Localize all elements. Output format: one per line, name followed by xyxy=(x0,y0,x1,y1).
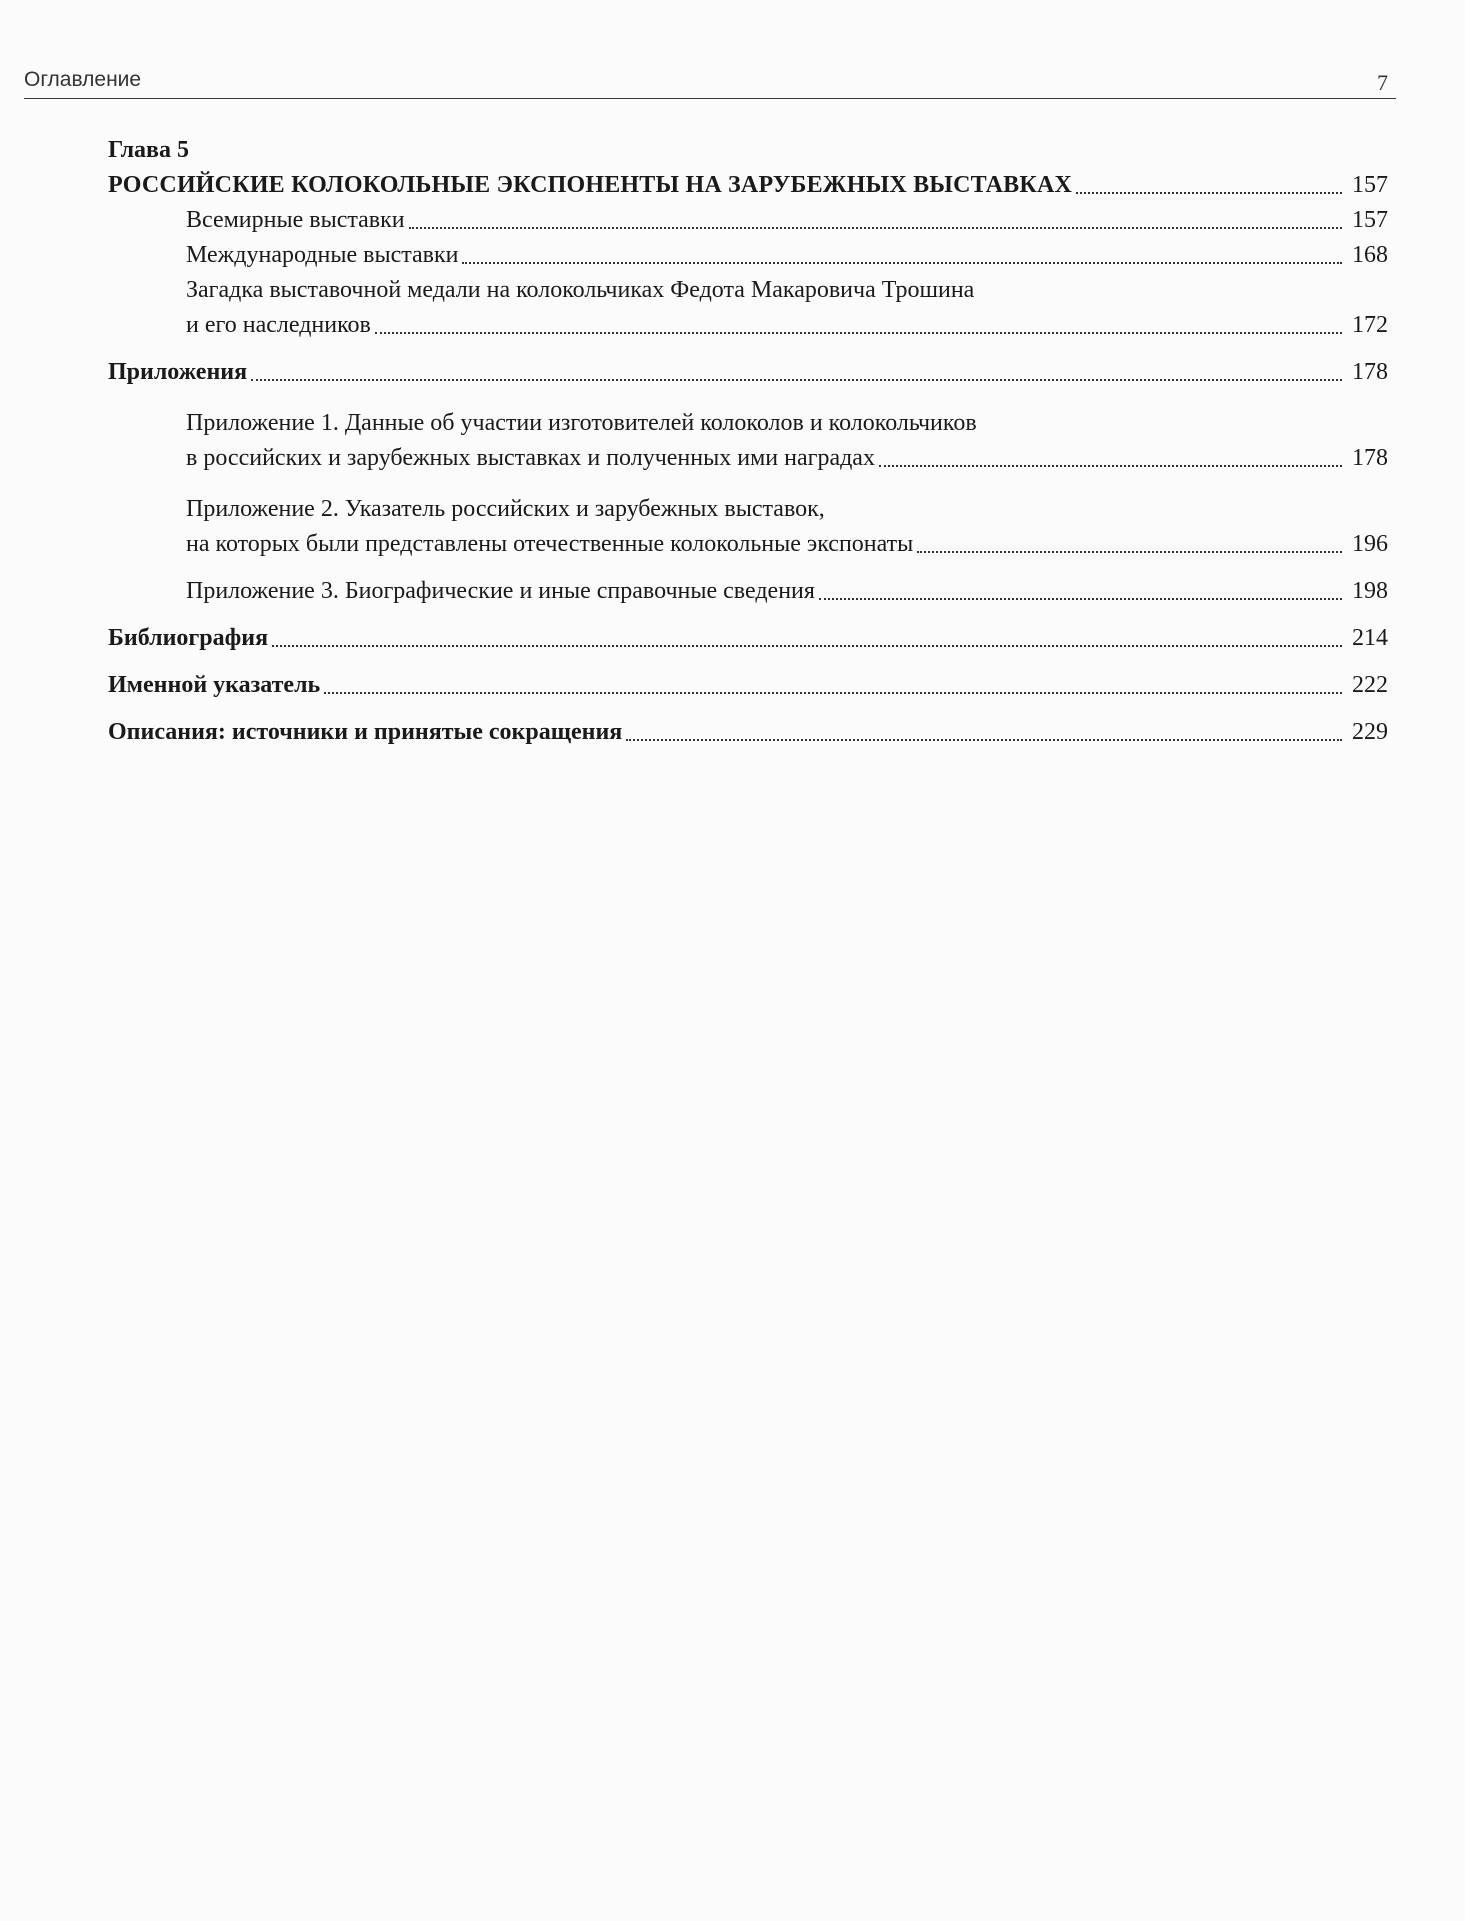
section-title: Международные выставки xyxy=(186,242,459,268)
appendix-title-line1: Приложение 1. Данные об участии изготовителей колоколов и колокольчиков xyxy=(186,410,977,436)
dot-leader xyxy=(819,597,1342,600)
appendix-title-line2: в российских и зарубежных выставках и полученных ими наградах xyxy=(186,445,875,471)
appendix-page: 196 xyxy=(1352,531,1388,557)
appendix-page: 198 xyxy=(1352,578,1388,604)
dot-leader xyxy=(462,261,1342,264)
dot-leader xyxy=(251,378,1342,381)
toc-entry-appendix[interactable] xyxy=(108,574,1388,609)
back-matter-title: Именной указатель xyxy=(108,672,321,698)
appendices-title: Приложения xyxy=(108,359,248,385)
toc-entry-chapter[interactable] xyxy=(108,168,1388,203)
back-matter-page: 229 xyxy=(1352,719,1388,745)
dot-leader xyxy=(272,644,1342,647)
dot-leader xyxy=(626,738,1342,741)
section-page: 172 xyxy=(1352,312,1388,338)
toc-entry-appendix[interactable] xyxy=(108,441,1388,476)
appendices-page: 178 xyxy=(1352,359,1388,385)
table-of-contents xyxy=(108,132,1388,750)
toc-entry-section[interactable] xyxy=(108,203,1388,238)
toc-entry-appendix[interactable] xyxy=(108,527,1388,562)
running-header xyxy=(24,68,1396,99)
dot-leader xyxy=(375,331,1342,334)
chapter-title: РОССИЙСКИЕ КОЛОКОЛЬНЫЕ ЭКСПОНЕНТЫ НА ЗАРУБЕЖНЫХ ВЫСТАВКАХ xyxy=(108,172,1073,198)
appendix-title: Приложение 3. Биографические и иные справочные сведения xyxy=(186,578,815,604)
appendix-page: 178 xyxy=(1352,445,1388,471)
dot-leader xyxy=(879,464,1342,467)
appendix-title-line2: на которых были представлены отечественные колокольные экспонаты xyxy=(186,531,914,557)
toc-entry-name-index[interactable] xyxy=(108,668,1388,703)
back-matter-title: Библиография xyxy=(108,625,269,651)
chapter-page: 157 xyxy=(1352,172,1388,198)
toc-entry-section[interactable] xyxy=(108,308,1388,343)
dot-leader xyxy=(1076,191,1342,194)
toc-entry-bibliography[interactable] xyxy=(108,621,1388,656)
section-title-line2: и его наследников xyxy=(186,312,371,338)
toc-entry-descriptions[interactable] xyxy=(108,715,1388,750)
chapter-label: Глава 5 xyxy=(108,137,189,163)
toc-entry-section[interactable] xyxy=(108,238,1388,273)
header-page-number: 7 xyxy=(1377,70,1388,95)
section-title-line1: Загадка выставочной медали на колокольчиках Федота Макаровича Трошина xyxy=(186,277,975,303)
back-matter-page: 214 xyxy=(1352,625,1388,651)
section-page: 168 xyxy=(1352,242,1388,268)
back-matter-page: 222 xyxy=(1352,672,1388,698)
section-title: Всемирные выставки xyxy=(186,207,405,233)
section-page: 157 xyxy=(1352,207,1388,233)
dot-leader xyxy=(409,226,1342,229)
toc-entry-appendices[interactable] xyxy=(108,355,1388,390)
header-title: Оглавление xyxy=(24,68,142,91)
back-matter-title: Описания: источники и принятые сокращения xyxy=(108,719,623,745)
dot-leader xyxy=(324,691,1342,694)
appendix-title-line1: Приложение 2. Указатель российских и зарубежных выставок, xyxy=(186,496,825,522)
dot-leader xyxy=(917,550,1342,553)
